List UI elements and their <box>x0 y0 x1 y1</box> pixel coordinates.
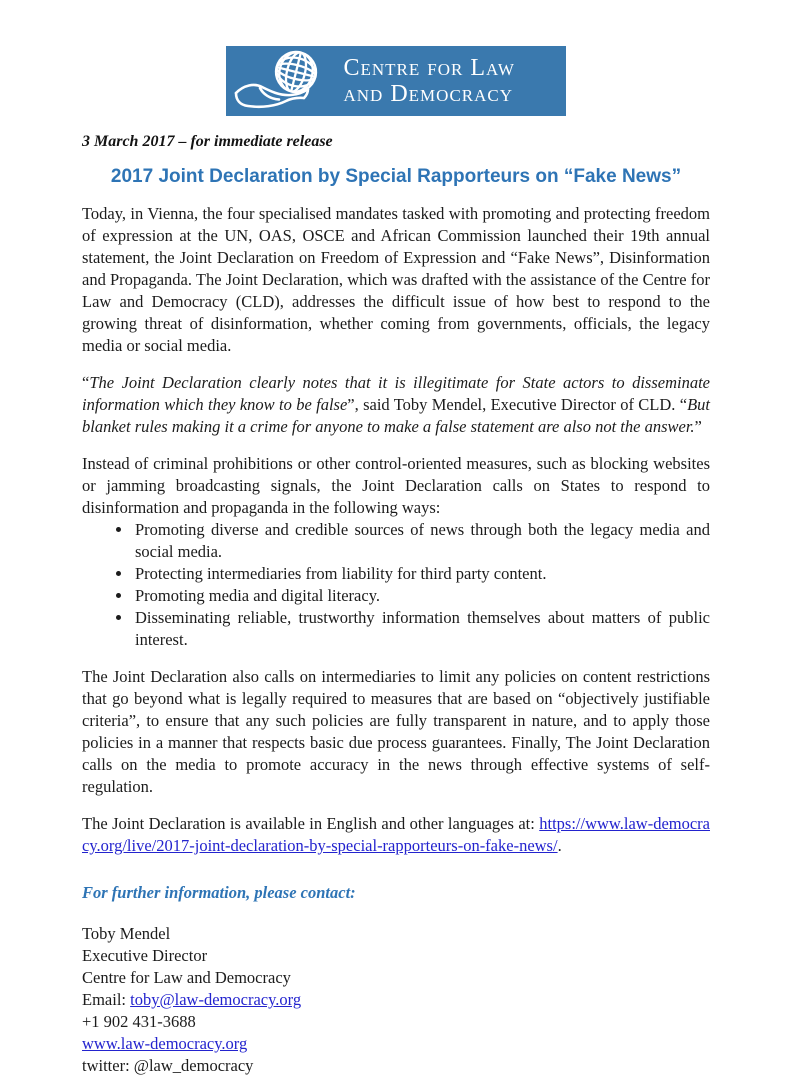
cld-logo <box>226 46 566 116</box>
list-item: • Promoting diverse and credible sources of news through both the legacy media and social media. <box>133 519 710 563</box>
paragraph-measures-intro <box>82 453 710 519</box>
quote-attribution: ”, said Toby Mendel, Executive Director of CLD. “ <box>347 395 688 414</box>
contact-block <box>82 923 710 1077</box>
declaration-url-link[interactable]: https://www.law-democracy.org/live/2017-joint-declaration-by-special-rapporteurs-on-fake-news/ <box>82 814 710 855</box>
quote-italic-1: The Joint Declaration clearly notes that it is illegitimate for State actors to disseminate information which they know to be false <box>82 373 710 414</box>
list-item: • Disseminating reliable, trustworthy information themselves about matters of public interest. <box>133 607 710 651</box>
availability-text: The Joint Declaration is available in English and other languages at: <box>82 814 540 833</box>
list-item: • Promoting media and digital literacy. <box>133 585 710 607</box>
press-release-page <box>0 46 791 1075</box>
email-link[interactable]: toby@law-democracy.org <box>130 990 302 1009</box>
contact-heading: For further information, please contact: <box>82 883 356 902</box>
contact-name: Toby Mendel <box>82 924 171 943</box>
contact-email-row <box>82 989 710 1011</box>
paragraph-intermediaries-text: The Joint Declaration also calls on intermediaries to limit any policies on content restrictions that go beyond what is legally required to measures that are based on “objectively justifiable criteria”, to ensure that any such policies are fully transparent in nature, and to apply those policies in a manner that respects basic due process guarantees. Finally, The Joint Declaration calls on the media to promote accuracy in the news through effective systems of self-regulation. <box>82 667 710 796</box>
contact-website-row <box>82 1033 710 1055</box>
contact-role: Executive Director <box>82 946 208 965</box>
logo-line1: Centre for Law <box>343 55 515 81</box>
quote-close-mark: ” <box>694 417 702 436</box>
paragraph-intro-text: Today, in Vienna, the four specialised mandates tasked with promoting and protecting freedom of expression at the UN, OAS, OSCE and African Commission launched their 19th annual statement, the Joint Declaration on Freedom of Expression and “Fake News”, Disinformation and Propaganda. The Joint Declaration, which was drafted with the assistance of the Centre for Law and Democracy (CLD), addresses the difficult issue of how best to respond to the growing threat of disinformation, whether coming from governments, officials, the legacy media or social media. <box>82 204 710 355</box>
quote-open-mark: “ <box>82 373 90 392</box>
paragraph-intro <box>82 203 710 357</box>
paragraph-measures-text: Instead of criminal prohibitions or other control-oriented measures, such as blocking websites or jamming broadcasting signals, the Joint Declaration calls on States to respond to disinformation and propaganda in the following ways: <box>82 454 710 517</box>
website-link[interactable]: www.law-democracy.org <box>82 1034 248 1053</box>
contact-phone: +1 902 431-3688 <box>82 1012 196 1031</box>
paragraph-availability <box>82 813 710 857</box>
logo-wordmark <box>344 55 515 107</box>
email-label: Email: <box>82 990 131 1009</box>
paragraph-intermediaries <box>82 666 710 798</box>
measures-bullet-list <box>102 519 710 651</box>
globe-in-hand-icon <box>234 48 338 115</box>
dateline: 3 March 2017 – for immediate release <box>82 133 333 150</box>
paragraph-quote <box>82 372 710 438</box>
logo-line2: and Democracy <box>343 81 514 107</box>
page-title: 2017 Joint Declaration by Special Rapporteurs on “Fake News” <box>110 166 682 187</box>
quote-italic-2: But blanket rules making it a crime for anyone to make a false statement are also not the answer. <box>82 395 711 436</box>
availability-period: . <box>557 836 562 855</box>
contact-twitter: twitter: @law_democracy <box>82 1056 254 1075</box>
contact-org: Centre for Law and Democracy <box>82 968 291 987</box>
list-item: • Protecting intermediaries from liability for third party content. <box>133 563 710 585</box>
